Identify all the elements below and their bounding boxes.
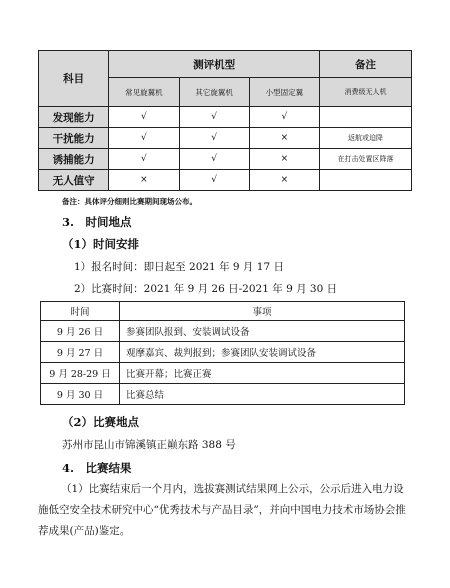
table-row (41, 384, 405, 405)
note-cell: 在打击处置区降落 (319, 149, 411, 170)
schedule-date: 9 月 27 日 (41, 342, 120, 363)
check-cell: √ (179, 170, 249, 191)
schedule-date: 9 月 28-29 日 (41, 363, 120, 384)
note-cell (319, 107, 411, 128)
check-cell: × (249, 170, 319, 191)
evaluation-table (38, 50, 412, 191)
check-cell: √ (109, 149, 179, 170)
schedule-table (40, 301, 405, 405)
row-label: 诱捕能力 (39, 149, 109, 170)
schedule-date: 9 月 30 日 (41, 384, 120, 405)
venue-address: 苏州市昆山市锦溪镇正巅东路 388 号 (62, 439, 236, 451)
check-cell: × (249, 149, 319, 170)
header-model-col: 小型固定翼 (249, 78, 319, 107)
check-cell: √ (109, 107, 179, 128)
schedule-event: 比赛开幕；比赛正赛 (120, 363, 405, 384)
check-cell: × (249, 128, 319, 149)
results-paragraph: （1）比赛结束后一个月内，选拔赛测试结果网上公示，公示后进入电力设施低空安全技术研究中心“优秀技术与产品目录”，并向中国电力技术市场协会推荐成果(产品)鉴定。 (38, 483, 406, 537)
time-schedule-title: （1）时间安排 (62, 237, 140, 251)
table-row (41, 321, 405, 342)
schedule-date: 9 月 26 日 (41, 321, 120, 342)
row-label: 干扰能力 (39, 128, 109, 149)
row-label: 发现能力 (39, 107, 109, 128)
header-subject: 科目 (39, 51, 109, 107)
competition-time: 2）比赛时间：2021 年 9 月 26 日-2021 年 9 月 30 日 (74, 283, 338, 295)
section-4-title: 4. 比赛结果 (62, 461, 132, 475)
table-row (41, 342, 405, 363)
check-cell: √ (249, 107, 319, 128)
schedule-event: 参赛团队报到、安装调试设备 (120, 321, 405, 342)
venue-title: （2）比赛地点 (62, 415, 140, 429)
schedule-event: 观摩嘉宾、裁判报到；参赛团队安装调试设备 (120, 342, 405, 363)
registration-time: 1）报名时间：即日起至 2021 年 9 月 17 日 (74, 261, 284, 273)
check-cell: √ (179, 128, 249, 149)
header-note: 备注 (319, 51, 411, 78)
schedule-event: 比赛总结 (120, 384, 405, 405)
note-cell: 返航或迫降 (319, 128, 411, 149)
header-model-col: 常见旋翼机 (109, 78, 179, 107)
schedule-header-date: 时间 (41, 302, 120, 321)
table-row (39, 170, 412, 191)
row-label: 无人值守 (39, 170, 109, 191)
check-cell: √ (179, 149, 249, 170)
check-cell: × (109, 170, 179, 191)
table-row (41, 363, 405, 384)
table-footnote: 备注：具体评分细则比赛期间现场公布。 (62, 197, 197, 206)
check-cell: √ (179, 107, 249, 128)
note-cell (319, 170, 411, 191)
header-model-col: 其它旋翼机 (179, 78, 249, 107)
header-note-sub: 消费级无人机 (319, 78, 411, 107)
table-row (39, 128, 412, 149)
table-row (39, 107, 412, 128)
schedule-header-event: 事项 (120, 302, 405, 321)
section-3-title: 3. 时间地点 (62, 215, 132, 229)
check-cell: √ (109, 128, 179, 149)
header-model-group: 测评机型 (109, 51, 320, 78)
table-row (39, 149, 412, 170)
